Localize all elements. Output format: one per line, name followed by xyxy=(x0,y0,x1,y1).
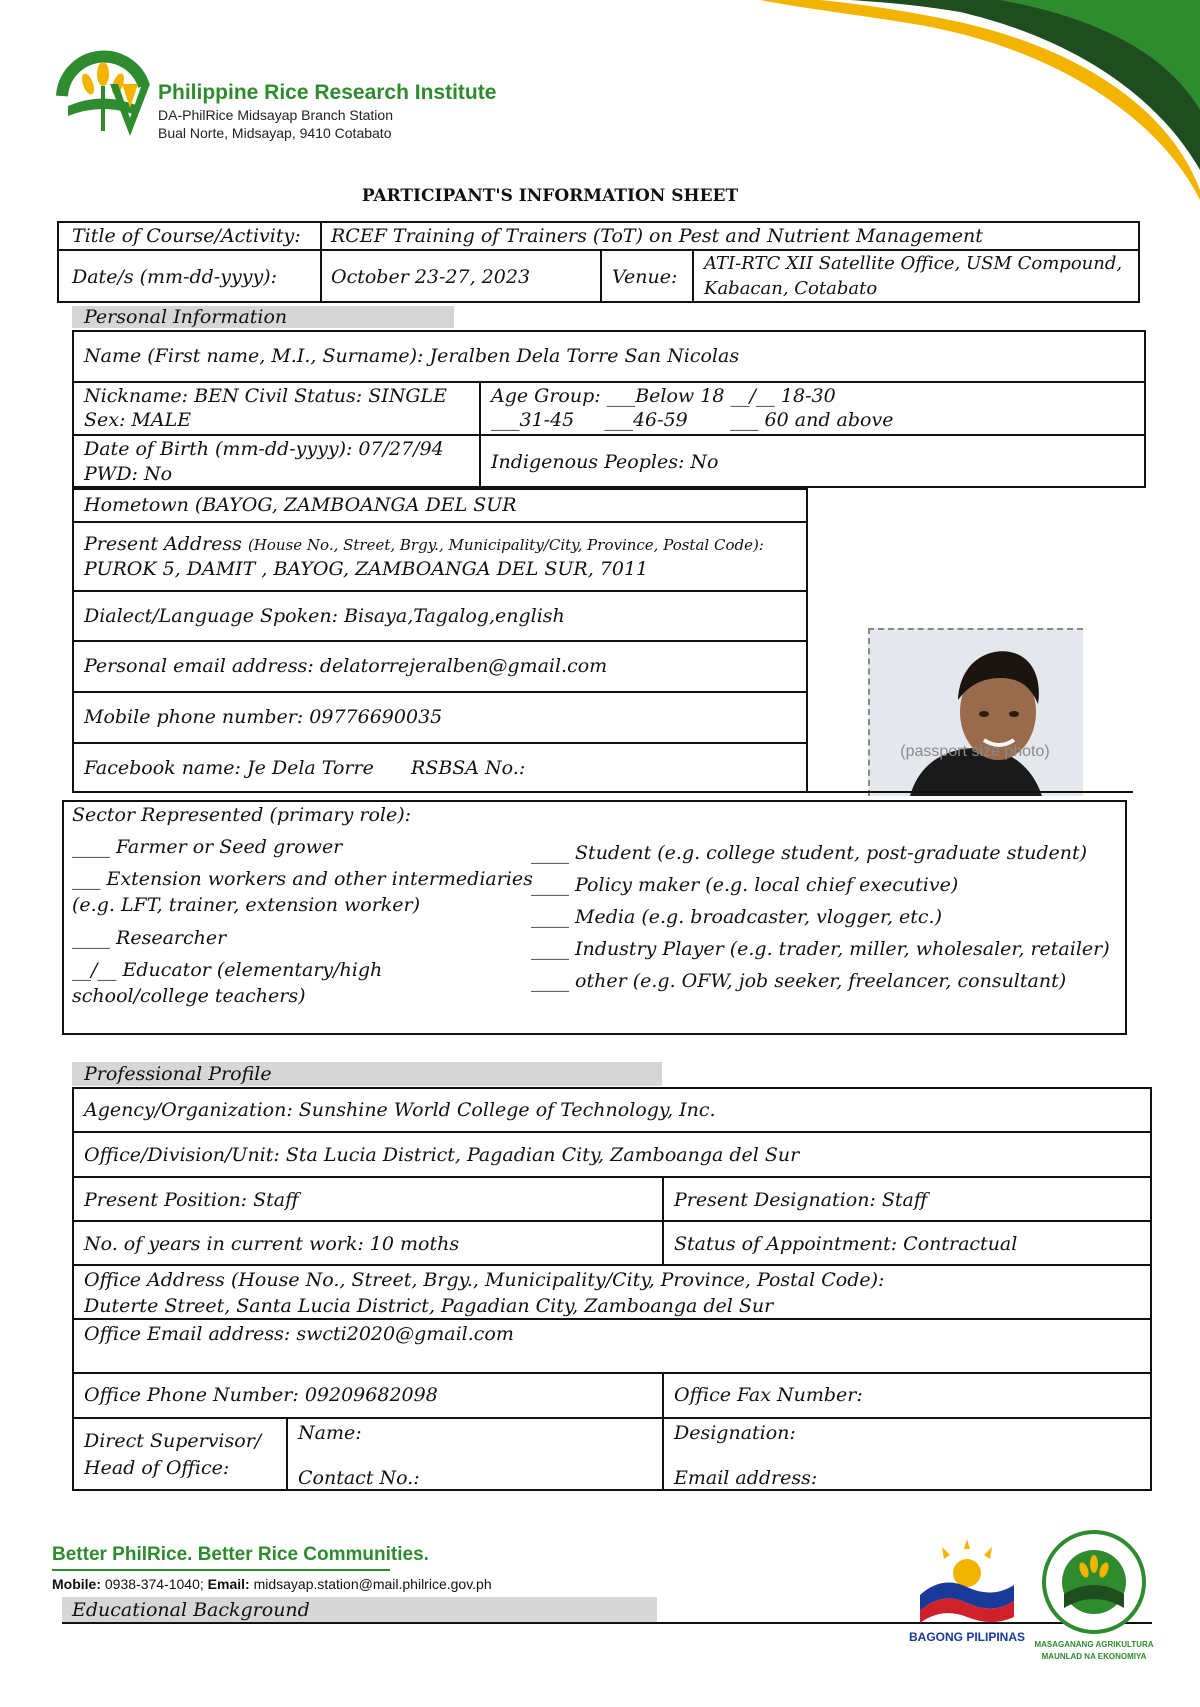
supervisor-label-line2: Head of Office: xyxy=(84,1457,230,1479)
station-address: Bual Norte, Midsayap, 9410 Cotabato xyxy=(158,125,392,141)
bagong-pilipinas-text: BAGONG PILIPINAS xyxy=(908,1630,1025,1644)
age-group-line1: Age Group: ___Below 18 __/__ 18-30 xyxy=(491,385,836,407)
office-division-field: Office/Division/Unit: Sta Lucia District, Pagadian City, Zamboanga del Sur xyxy=(84,1144,800,1166)
office-address-label: Office Address (House No., Street, Brgy., Municipality/City, Province, Postal Code): xyxy=(84,1269,885,1291)
person-photo-icon xyxy=(870,630,1083,796)
course-title-value: RCEF Training of Trainers (ToT) on Pest and Nutrient Management xyxy=(331,225,983,247)
masaganang-agrikultura-seal-icon xyxy=(1040,1528,1148,1636)
sector-option-policy-maker: ____ Policy maker (e.g. local chief executive) xyxy=(531,874,959,896)
masaganang-text: MASAGANANG AGRIKULTURA xyxy=(1034,1640,1154,1649)
dialect-field: Dialect/Language Spoken: Bisaya,Tagalog,english xyxy=(84,605,565,627)
facebook-name-field: Facebook name: Je Dela Torre xyxy=(84,757,374,779)
agency-field: Agency/Organization: Sunshine World College of Technology, Inc. xyxy=(84,1099,716,1121)
bagong-pilipinas-logo-icon xyxy=(912,1535,1022,1625)
personal-information-heading: Personal Information xyxy=(84,306,288,328)
course-title-label: Title of Course/Activity: xyxy=(72,225,301,247)
professional-profile-heading: Professional Profile xyxy=(84,1063,272,1085)
venue-value-line2: Kabacan, Cotabato xyxy=(704,278,878,299)
sector-heading: Sector Represented (primary role): xyxy=(72,804,412,826)
office-fax-field: Office Fax Number: xyxy=(674,1384,863,1406)
office-email-field: Office Email address: swcti2020@gmail.com xyxy=(84,1323,514,1345)
sector-option-researcher: ____ Researcher xyxy=(72,927,227,949)
footer-contact xyxy=(52,1575,492,1593)
date-label: Date/s (mm-dd-yyyy): xyxy=(72,266,277,288)
sector-option-other: ____ other (e.g. OFW, job seeker, freelancer, consultant) xyxy=(531,970,1067,992)
nickname-civil-status-field: Nickname: BEN Civil Status: SINGLE xyxy=(84,385,448,407)
hometown-field: Hometown (BAYOG, ZAMBOANGA DEL SUR xyxy=(84,494,517,516)
present-address-value: PUROK 5, DAMIT , BAYOG, ZAMBOANGA DEL SUR, 7011 xyxy=(84,558,649,580)
sector-option-farmer: ____ Farmer or Seed grower xyxy=(72,836,343,858)
present-designation-field: Present Designation: Staff xyxy=(674,1189,928,1211)
sector-option-educator: __/__ Educator (elementary/high xyxy=(72,959,383,981)
supervisor-designation-field: Designation: xyxy=(674,1422,796,1444)
footer-mobile: 0938-374-1040; xyxy=(104,1576,204,1592)
present-address-label-text: Present Address xyxy=(84,533,242,555)
personal-email-field: Personal email address: delatorrejeralben@gmail.com xyxy=(84,655,608,677)
office-phone-field: Office Phone Number: 09209682098 xyxy=(84,1384,438,1406)
name-field: Name (First name, M.I., Surname): Jeralben Dela Torre San Nicolas xyxy=(84,345,740,367)
page-title: PARTICIPANT'S INFORMATION SHEET xyxy=(361,186,739,206)
status-of-appointment-field: Status of Appointment: Contractual xyxy=(674,1233,1018,1255)
sector-option-educator-example: school/college teachers) xyxy=(72,985,306,1007)
indigenous-peoples-field: Indigenous Peoples: No xyxy=(491,451,719,473)
sector-option-industry: ____ Industry Player (e.g. trader, miller, wholesaler, retailer) xyxy=(531,938,1110,960)
sex-field: Sex: MALE xyxy=(84,409,192,431)
footer-mobile-label: Mobile: xyxy=(52,1576,101,1592)
supervisor-contact-field: Contact No.: xyxy=(298,1467,420,1489)
header-swoosh-graphic xyxy=(760,0,1200,210)
photo-placeholder-text: (passport size photo) xyxy=(900,743,1050,760)
supervisor-email-field: Email address: xyxy=(674,1467,818,1489)
venue-label: Venue: xyxy=(612,266,678,288)
venue-value-line1: ATI-RTC XII Satellite Office, USM Compound, xyxy=(704,253,1123,274)
date-value: October 23-27, 2023 xyxy=(331,266,531,288)
footer-slogan: Better PhilRice. Better Rice Communities. xyxy=(52,1544,429,1565)
date-of-birth-field: Date of Birth (mm-dd-yyyy): 07/27/94 xyxy=(84,438,444,460)
mobile-number-field: Mobile phone number: 09776690035 xyxy=(84,706,443,728)
supervisor-label-line1: Direct Supervisor/ xyxy=(84,1430,262,1452)
present-address-hint: (House No., Street, Brgy., Municipality/City, Province, Postal Code): xyxy=(247,536,764,554)
age-group-line2: ___31-45 ___46-59 ___ 60 and above xyxy=(491,409,894,431)
philrice-v-logo-icon xyxy=(108,82,152,138)
station-name: DA-PhilRice Midsayap Branch Station xyxy=(158,107,393,123)
footer-email-label: Email: xyxy=(207,1576,250,1592)
footer-email: midsayap.station@mail.philrice.gov.ph xyxy=(253,1576,492,1592)
present-address-label xyxy=(84,532,764,558)
sector-option-extension-example: (e.g. LFT, trainer, extension worker) xyxy=(72,894,421,916)
passport-photo xyxy=(868,628,1083,796)
institute-name: Philippine Rice Research Institute xyxy=(158,81,497,104)
present-position-field: Present Position: Staff xyxy=(84,1189,299,1211)
maunlad-text: MAUNLAD NA EKONOMIYA xyxy=(1041,1652,1147,1661)
pwd-field: PWD: No xyxy=(84,463,173,485)
rsbsa-field: RSBSA No.: xyxy=(411,757,526,779)
sector-option-extension: ___ Extension workers and other intermediaries xyxy=(72,868,533,890)
sector-option-student: ____ Student (e.g. college student, post-graduate student) xyxy=(531,842,1088,864)
supervisor-name-field: Name: xyxy=(298,1422,362,1444)
office-address-value: Duterte Street, Santa Lucia District, Pagadian City, Zamboanga del Sur xyxy=(84,1295,774,1317)
years-in-work-field: No. of years in current work: 10 moths xyxy=(84,1233,460,1255)
sector-option-media: ____ Media (e.g. broadcaster, vlogger, etc.) xyxy=(531,906,942,928)
educational-background-heading: Educational Background xyxy=(72,1599,310,1621)
